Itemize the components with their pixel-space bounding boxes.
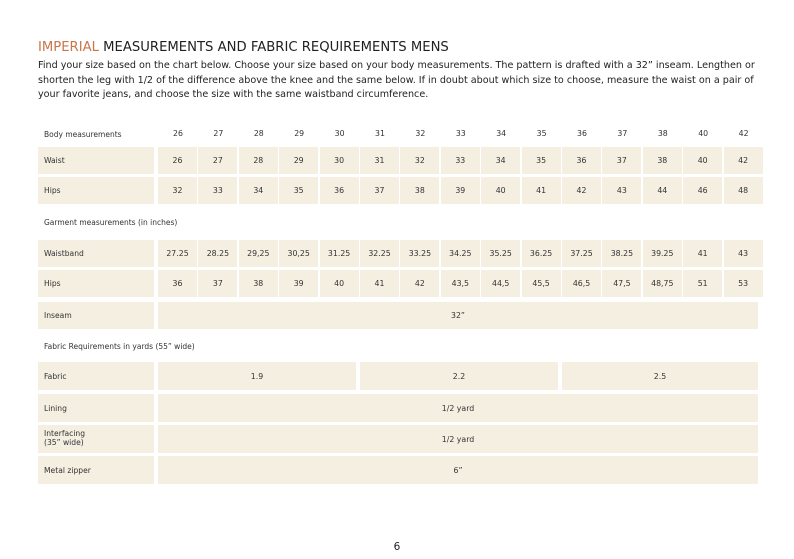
size-header-7: 33 (455, 129, 466, 138)
fabric-value-medium: 2.2 (360, 362, 558, 390)
hips-cell-0: 32 (158, 177, 197, 204)
interfacing-label-line2: (35” wide) (44, 438, 84, 447)
garment-hips-cell-1: 37 (198, 270, 237, 297)
hips-cell-9: 41 (522, 177, 561, 204)
size-header-5: 31 (375, 129, 385, 138)
waistband-cell-4: 31.25 (320, 240, 359, 267)
waistband-cell-0: 27.25 (158, 240, 197, 267)
interfacing-value: 1/2 yard (158, 425, 758, 453)
size-header-4: 30 (334, 129, 345, 138)
garment-hips-cell-13: 51 (683, 270, 722, 297)
row-label-lining: Lining (38, 394, 154, 422)
garment-hips-cell-0: 36 (158, 270, 197, 297)
garment-hips-cell-12: 48,75 (643, 270, 682, 297)
garment-hips-cell-3: 39 (279, 270, 318, 297)
waistband-cell-5: 32.25 (360, 240, 399, 267)
hips-cell-8: 40 (481, 177, 520, 204)
garment-hips-cell-4: 40 (320, 270, 359, 297)
hips-cell-13: 46 (683, 177, 722, 204)
row-label-interfacing (38, 425, 154, 453)
hips-cell-10: 42 (562, 177, 601, 204)
size-header-3: 29 (294, 129, 305, 138)
row-label-garment-hips: Hips (38, 270, 154, 297)
fabric-requirements-label: Fabric Requirements in yards (55” wide) (44, 342, 195, 351)
garment-hips-cell-6: 42 (400, 270, 439, 297)
size-header-10: 36 (577, 129, 587, 138)
waistband-cell-14: 43 (724, 240, 763, 267)
waist-cell-7: 33 (441, 147, 480, 174)
title-rest: MEASUREMENTS AND FABRIC REQUIREMENTS MENS (98, 40, 449, 55)
size-header-6: 32 (415, 129, 426, 138)
garment-measurements-label: Garment measurements (in inches) (44, 218, 178, 227)
waistband-cell-8: 35.25 (481, 240, 520, 267)
hips-cell-1: 33 (198, 177, 237, 204)
row-label-zipper: Metal zipper (38, 456, 154, 484)
fabric-value-large: 2.5 (562, 362, 758, 390)
row-label-waistband: Waistband (38, 240, 154, 267)
waist-cell-1: 27 (198, 147, 237, 174)
waist-cell-6: 32 (400, 147, 439, 174)
page-number: 6 (393, 541, 401, 553)
waistband-cell-2: 29,25 (239, 240, 278, 267)
garment-hips-cell-5: 41 (360, 270, 399, 297)
size-header-9: 35 (536, 129, 547, 138)
waist-cell-5: 31 (360, 147, 399, 174)
row-label-inseam: Inseam (38, 302, 154, 329)
intro-paragraph: Find your size based on the chart below. Choose your size based on your body measurements. The pattern is drafted with a 32” inseam. Lengthen or shorten the leg with 1/2 of the difference above the knee and the same below. If in doubt about which size to choose, measure the waist on a pair of your favorite jeans, and choose the size with the same waistband circumference. (38, 60, 755, 100)
size-header-14: 42 (738, 129, 749, 138)
hips-cell-5: 37 (360, 177, 399, 204)
waist-cell-8: 34 (481, 147, 520, 174)
size-header-12: 38 (657, 129, 668, 138)
row-label-waist: Waist (38, 147, 154, 174)
garment-hips-cell-7: 43,5 (441, 270, 480, 297)
waistband-cell-9: 36.25 (522, 240, 561, 267)
garment-hips-cell-10: 46,5 (562, 270, 601, 297)
hips-cell-7: 39 (441, 177, 480, 204)
page-title (38, 40, 449, 55)
waistband-cell-7: 34.25 (441, 240, 480, 267)
waistband-cell-11: 38.25 (602, 240, 641, 267)
size-header-1: 27 (213, 129, 224, 138)
waistband-cell-10: 37.25 (562, 240, 601, 267)
hips-cell-4: 36 (320, 177, 359, 204)
hips-cell-14: 48 (724, 177, 763, 204)
waist-cell-9: 35 (522, 147, 561, 174)
waist-cell-0: 26 (158, 147, 197, 174)
fabric-value-small: 1.9 (158, 362, 356, 390)
waist-cell-10: 36 (562, 147, 601, 174)
garment-hips-cell-2: 38 (239, 270, 278, 297)
waist-cell-3: 29 (279, 147, 318, 174)
waistband-cell-1: 28.25 (198, 240, 237, 267)
waistband-cell-6: 33.25 (400, 240, 439, 267)
garment-hips-cell-11: 47,5 (602, 270, 641, 297)
hips-cell-3: 35 (279, 177, 318, 204)
size-header-8: 34 (496, 129, 507, 138)
waist-cell-13: 40 (683, 147, 722, 174)
waist-cell-4: 30 (320, 147, 359, 174)
size-header-13: 40 (698, 129, 709, 138)
zipper-value: 6” (158, 456, 758, 484)
hips-cell-12: 44 (643, 177, 682, 204)
title-accent: IMPERIAL (38, 40, 99, 55)
interfacing-label-line1: Interfacing (44, 429, 86, 438)
size-header-2: 28 (253, 129, 264, 138)
waistband-cell-3: 30,25 (279, 240, 318, 267)
waistband-cell-12: 39.25 (643, 240, 682, 267)
size-header-0: 26 (173, 129, 183, 138)
hips-cell-11: 43 (602, 177, 641, 204)
row-label-hips: Hips (38, 177, 154, 204)
body-measurements-label: Body measurements (44, 130, 122, 139)
row-label-fabric: Fabric (38, 362, 154, 390)
size-header-11: 37 (617, 129, 628, 138)
hips-cell-6: 38 (400, 177, 439, 204)
garment-hips-cell-14: 53 (724, 270, 763, 297)
waist-cell-11: 37 (602, 147, 641, 174)
hips-cell-2: 34 (239, 177, 278, 204)
inseam-value: 32” (158, 302, 758, 329)
waist-cell-14: 42 (724, 147, 763, 174)
waist-cell-2: 28 (239, 147, 278, 174)
lining-value: 1/2 yard (158, 394, 758, 422)
garment-hips-cell-8: 44,5 (481, 270, 520, 297)
waistband-cell-13: 41 (683, 240, 722, 267)
garment-hips-cell-9: 45,5 (522, 270, 561, 297)
waist-cell-12: 38 (643, 147, 682, 174)
